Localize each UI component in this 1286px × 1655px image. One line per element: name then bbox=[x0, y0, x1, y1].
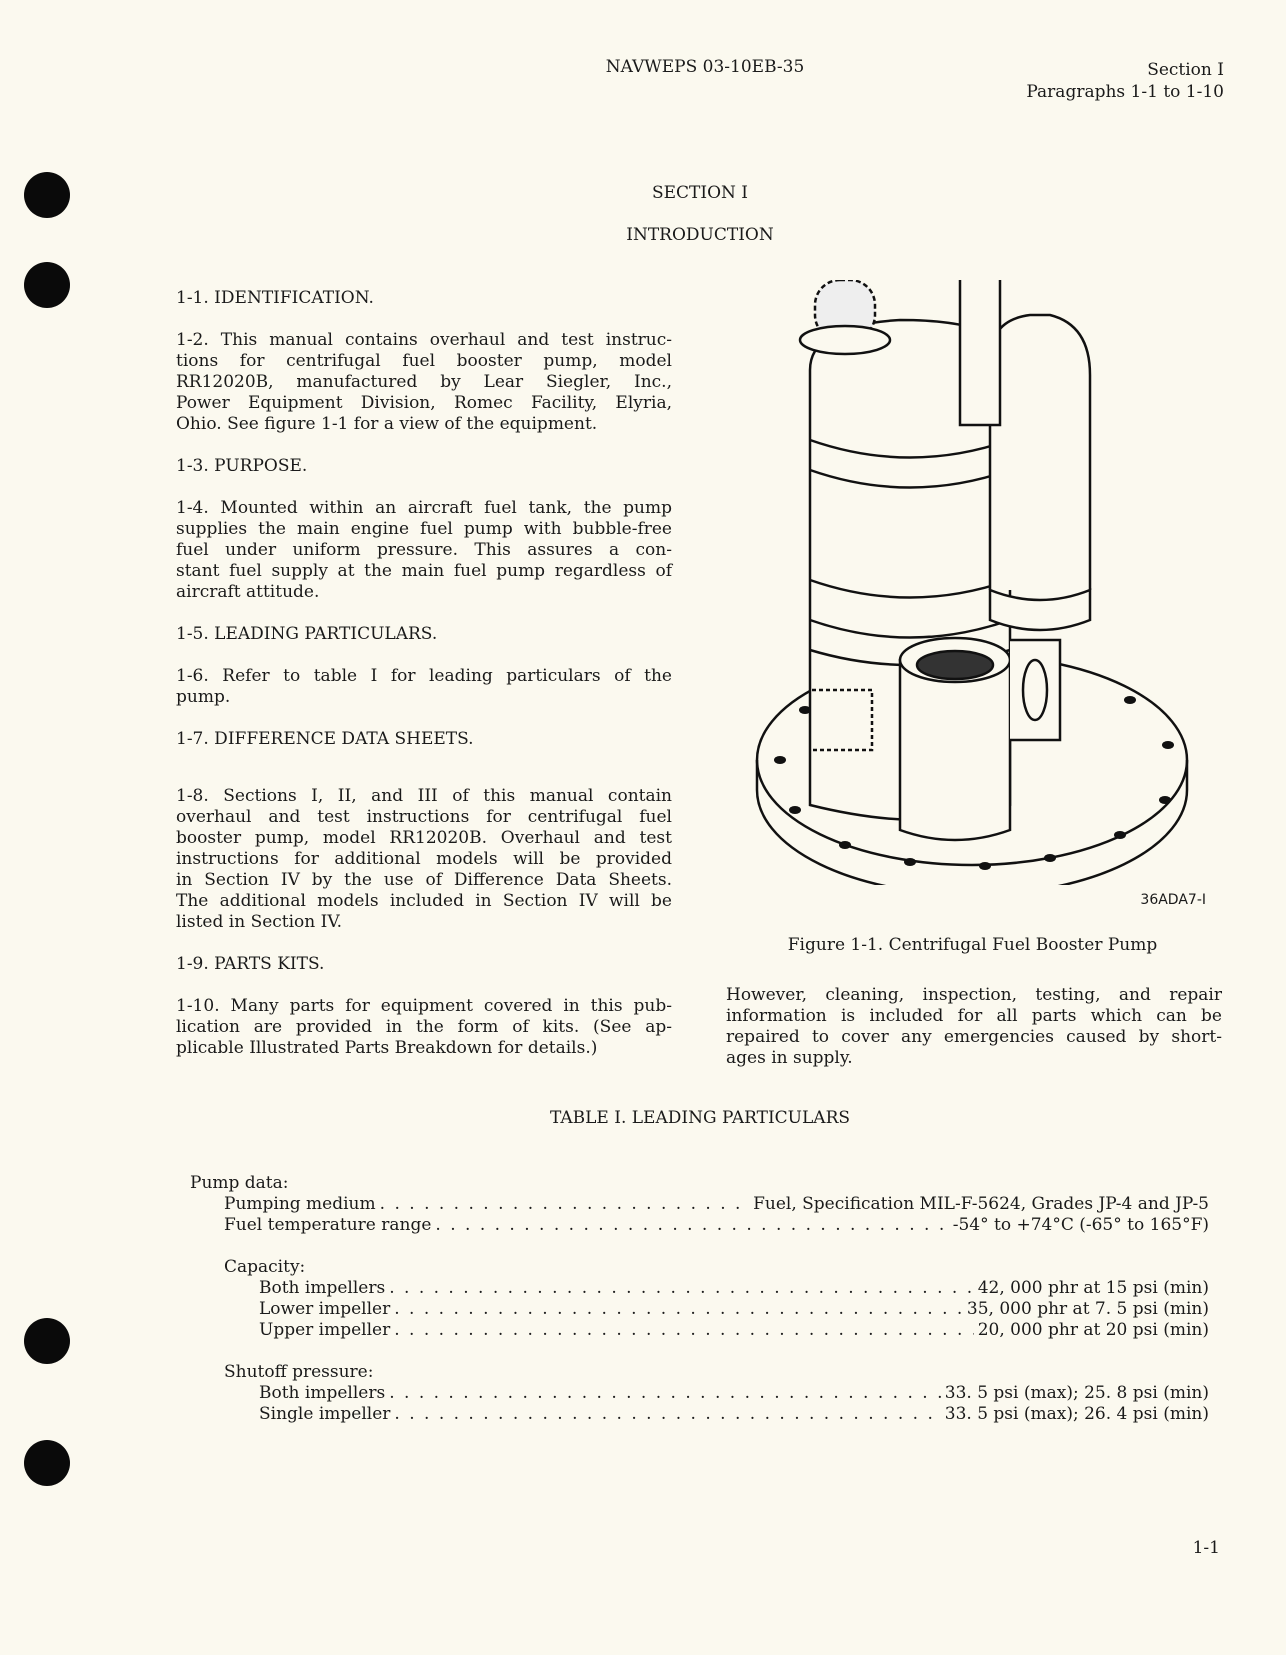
paragraph-line: supplies the main engine fuel pump with bubble-free bbox=[176, 519, 672, 539]
paragraph-line: The additional models included in Section IV will be bbox=[176, 891, 672, 911]
paragraph-heading: 1-7. DIFFERENCE DATA SHEETS. bbox=[176, 729, 474, 749]
table-row bbox=[190, 1194, 1209, 1215]
paragraph bbox=[176, 498, 672, 603]
paragraph-line: in Section IV by the use of Difference Data Sheets. bbox=[176, 870, 672, 890]
table-row bbox=[190, 1320, 1209, 1341]
row-value: 33. 5 psi (max); 25. 8 psi (min) bbox=[944, 1383, 1209, 1403]
row-label: Pumping medium bbox=[224, 1194, 376, 1214]
row-label: Upper impeller bbox=[259, 1320, 391, 1340]
paragraph-heading: 1-9. PARTS KITS. bbox=[176, 954, 325, 974]
paragraph-line: overhaul and test instructions for centrifugal fuel bbox=[176, 807, 672, 827]
paragraph-heading: 1-5. LEADING PARTICULARS. bbox=[176, 624, 438, 644]
section-name: INTRODUCTION bbox=[626, 225, 774, 245]
row-value: -54° to +74°C (-65° to 165°F) bbox=[952, 1215, 1209, 1235]
paragraph-line: 1-6. Refer to table I for leading particulars of the bbox=[176, 666, 672, 686]
paragraph-line: listed in Section IV. bbox=[176, 912, 343, 932]
punch-hole bbox=[24, 172, 70, 218]
punch-hole bbox=[24, 262, 70, 308]
paragraph-line: pump. bbox=[176, 687, 231, 707]
dot-leader bbox=[389, 1278, 974, 1299]
paragraph-line: plicable Illustrated Parts Breakdown for details.) bbox=[176, 1038, 598, 1058]
row-value: 33. 5 psi (max); 26. 4 psi (min) bbox=[944, 1404, 1209, 1424]
dot-leader bbox=[389, 1383, 941, 1404]
group-label: Pump data: bbox=[190, 1173, 289, 1193]
row-value: 20, 000 phr at 20 psi (min) bbox=[977, 1320, 1209, 1340]
paragraph bbox=[176, 330, 672, 435]
paragraph-line: fuel under uniform pressure. This assures a con- bbox=[176, 540, 672, 560]
paragraph-line: lication are provided in the form of kits. (See ap- bbox=[176, 1017, 672, 1037]
table-row bbox=[190, 1299, 1209, 1320]
leading-particulars-table bbox=[190, 1173, 1209, 1425]
table-row bbox=[190, 1383, 1209, 1404]
table-row bbox=[190, 1404, 1209, 1425]
paragraph bbox=[176, 996, 672, 1059]
section-label: Section I bbox=[1147, 60, 1224, 80]
paragraph-line: booster pump, model RR12020B. Overhaul and test bbox=[176, 828, 672, 848]
row-label: Lower impeller bbox=[259, 1299, 391, 1319]
row-label: Both impellers bbox=[259, 1278, 386, 1298]
dot-leader bbox=[435, 1215, 948, 1236]
paragraph-line: 1-10. Many parts for equipment covered in this pub- bbox=[176, 996, 672, 1016]
group-label: Shutoff pressure: bbox=[224, 1362, 374, 1382]
paragraph-line: ages in supply. bbox=[726, 1048, 853, 1068]
paragraph bbox=[176, 666, 672, 708]
paragraph-line: Ohio. See figure 1-1 for a view of the equipment. bbox=[176, 414, 598, 434]
paragraph-line: tions for centrifugal fuel booster pump, model bbox=[176, 351, 672, 371]
paragraph-line: RR12020B, manufactured by Lear Siegler, Inc., bbox=[176, 372, 672, 392]
section-ref bbox=[1026, 59, 1224, 103]
punch-hole bbox=[24, 1318, 70, 1364]
figure-code: 36ADA7-I bbox=[1140, 892, 1206, 908]
row-value: 35, 000 phr at 7. 5 psi (min) bbox=[966, 1299, 1209, 1319]
dot-leader bbox=[380, 1194, 749, 1215]
paragraph-line: aircraft attitude. bbox=[176, 582, 320, 602]
paragraph-line: repaired to cover any emergencies caused by short- bbox=[726, 1027, 1222, 1047]
paragraph-range: Paragraphs 1-1 to 1-10 bbox=[1026, 82, 1224, 102]
dot-leader bbox=[394, 1404, 940, 1425]
row-label: Single impeller bbox=[259, 1404, 391, 1424]
paragraph bbox=[176, 786, 672, 933]
group-label: Capacity: bbox=[224, 1257, 306, 1277]
paragraph-line: 1-2. This manual contains overhaul and test instruc- bbox=[176, 330, 672, 350]
table-title: TABLE I. LEADING PARTICULARS bbox=[549, 1108, 851, 1128]
dot-leader bbox=[394, 1320, 973, 1341]
pump-illustration bbox=[750, 280, 1195, 885]
paragraph-line: Power Equipment Division, Romec Facility, Elyria, bbox=[176, 393, 672, 413]
paragraph-line: 1-4. Mounted within an aircraft fuel tank, the pump bbox=[176, 498, 672, 518]
table-row bbox=[190, 1215, 1209, 1236]
punch-hole bbox=[24, 1440, 70, 1486]
right-paragraph bbox=[726, 985, 1222, 1069]
paragraph-line: information is included for all parts which can be bbox=[726, 1006, 1222, 1026]
paragraph-line: However, cleaning, inspection, testing, and repair bbox=[726, 985, 1222, 1005]
row-label: Both impellers bbox=[259, 1383, 386, 1403]
paragraph-line: instructions for additional models will be provided bbox=[176, 849, 672, 869]
dot-leader bbox=[394, 1299, 963, 1320]
doc-number: NAVWEPS 03-10EB-35 bbox=[605, 57, 805, 77]
row-value: 42, 000 phr at 15 psi (min) bbox=[977, 1278, 1209, 1298]
paragraph-line: 1-8. Sections I, II, and III of this manual contain bbox=[176, 786, 672, 806]
table-row bbox=[190, 1278, 1209, 1299]
paragraph-line: stant fuel supply at the main fuel pump regardless of bbox=[176, 561, 672, 581]
paragraph-heading: 1-3. PURPOSE. bbox=[176, 456, 308, 476]
row-value: Fuel, Specification MIL-F-5624, Grades JP-4 and JP-5 bbox=[753, 1194, 1209, 1214]
figure-caption: Figure 1-1. Centrifugal Fuel Booster Pump bbox=[787, 935, 1158, 955]
row-label: Fuel temperature range bbox=[224, 1215, 432, 1235]
page-number: 1-1 bbox=[1192, 1538, 1220, 1558]
left-column bbox=[176, 288, 672, 1080]
paragraph-heading: 1-1. IDENTIFICATION. bbox=[176, 288, 374, 308]
section-title: SECTION I bbox=[651, 183, 749, 203]
